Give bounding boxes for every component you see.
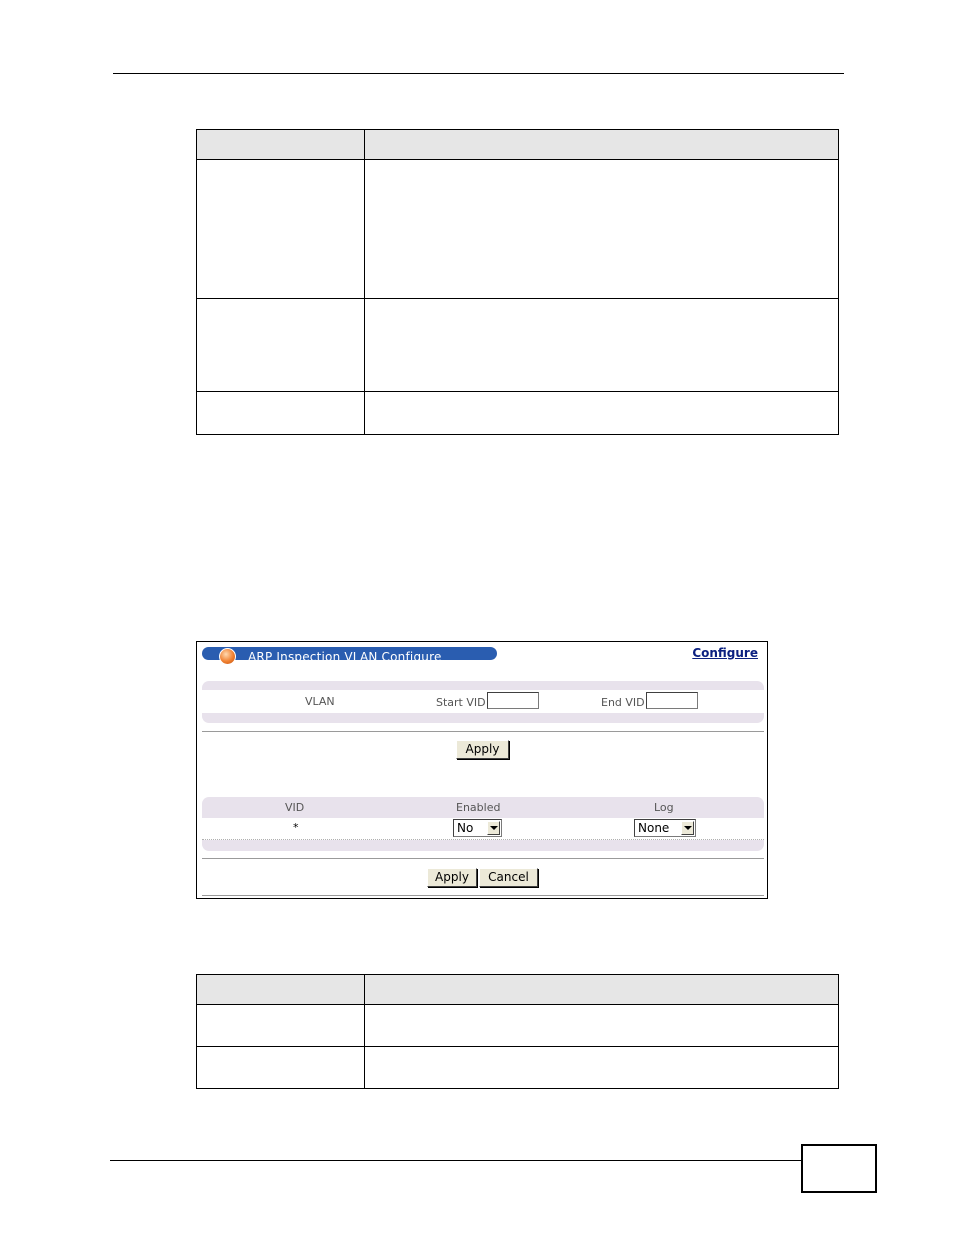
upper-table-header <box>197 130 839 160</box>
arp-inspection-vlan-screen <box>196 641 768 899</box>
table-cell <box>365 299 839 392</box>
table-cell <box>197 1005 365 1047</box>
upper-header-cell-1 <box>197 130 365 160</box>
table-cell <box>365 392 839 435</box>
table-row <box>197 299 839 392</box>
row-divider <box>202 839 764 840</box>
title-orb-icon <box>219 648 236 665</box>
page-number-box <box>801 1144 877 1193</box>
enabled-select-value: No <box>457 821 474 835</box>
table-row <box>197 1047 839 1089</box>
vlan-label: VLAN <box>305 695 335 708</box>
separator <box>202 895 764 896</box>
separator <box>202 731 764 732</box>
upper-table <box>196 129 839 435</box>
log-select-value: None <box>638 821 670 835</box>
header-rule <box>113 73 844 74</box>
enabled-select[interactable] <box>453 819 502 837</box>
lower-header-cell-1 <box>197 975 365 1005</box>
screen-title-bar <box>202 647 497 664</box>
chevron-down-icon[interactable] <box>681 821 694 835</box>
table-row <box>197 392 839 435</box>
table-row <box>197 1005 839 1047</box>
apply-button-bottom[interactable]: Apply <box>427 868 477 887</box>
upper-header-cell-2 <box>365 130 839 160</box>
table-cell <box>197 1047 365 1089</box>
end-vid-input[interactable] <box>646 692 698 709</box>
apply-button[interactable]: Apply <box>456 740 509 759</box>
table-cell <box>197 160 365 299</box>
enabled-column-header: Enabled <box>456 801 501 814</box>
cancel-button[interactable]: Cancel <box>479 868 538 887</box>
table-row <box>197 160 839 299</box>
table-cell <box>197 299 365 392</box>
chevron-down-icon[interactable] <box>487 821 500 835</box>
table-cell <box>197 392 365 435</box>
configure-link[interactable]: Configure <box>692 646 758 660</box>
start-vid-label: Start VID <box>436 696 486 709</box>
footer-rule <box>110 1160 802 1161</box>
separator <box>202 858 764 859</box>
screen-title: ARP Inspection VLAN Configure <box>248 650 442 664</box>
vid-column-header: VID <box>285 801 305 814</box>
vid-value: * <box>293 821 299 834</box>
lower-table <box>196 974 839 1089</box>
log-select[interactable] <box>634 819 696 837</box>
table-cell <box>365 160 839 299</box>
lower-header-cell-2 <box>365 975 839 1005</box>
table-cell <box>365 1047 839 1089</box>
log-column-header: Log <box>654 801 674 814</box>
table-cell <box>365 1005 839 1047</box>
end-vid-label: End VID <box>601 696 645 709</box>
lower-table-header <box>197 975 839 1005</box>
start-vid-input[interactable] <box>487 692 539 709</box>
